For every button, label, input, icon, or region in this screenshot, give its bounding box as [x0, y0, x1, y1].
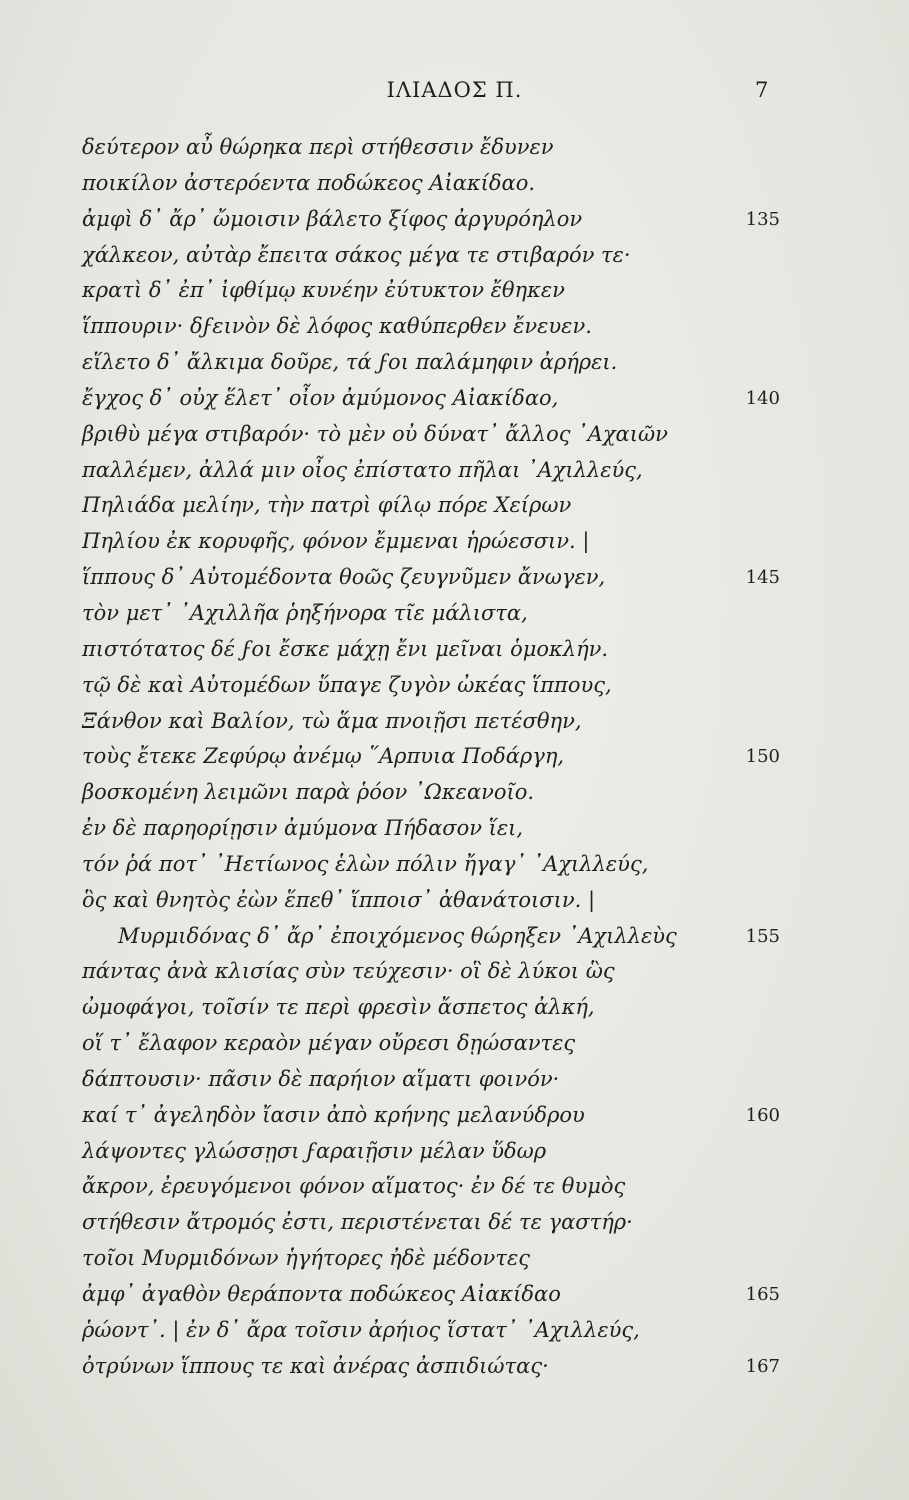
page-number: 7	[755, 78, 769, 102]
verse-text: ὀτρύνων ἵππους τε καὶ ἀνέρας ἀσπιδιώτας·	[82, 1353, 549, 1378]
verse-line	[0, 309, 909, 345]
verse-line	[0, 1205, 909, 1241]
verse-line	[0, 524, 909, 560]
verse-text: παλλέμεν, ἀλλά μιν οἶος ἐπίστατο πῆλαι ᾿Αχιλλεύς,	[82, 457, 643, 482]
verse-line	[0, 488, 909, 524]
verse-text: δάπτουσιν· πᾶσιν δὲ παρήιον αἵματι φοινόν·	[82, 1066, 560, 1091]
verse-text: ὠμοφάγοι, τοῖσίν τε περὶ φρεσὶν ἄσπετος ἀλκή,	[82, 995, 595, 1020]
verse-text: ἀμφὶ δ᾿ ἄρ᾿ ὤμοισιν βάλετο ξίφος ἀργυρόηλον	[82, 206, 583, 231]
verse-text: οἵ τ᾿ ἔλαφον κεραὸν μέγαν οὔρεσι δῃώσαντες	[82, 1031, 576, 1056]
line-number: 140	[745, 387, 780, 409]
running-header-title: ΙΛΙΑΔΟΣ Π.	[386, 78, 523, 102]
verse-line	[0, 883, 909, 919]
verse-text: ποικίλον ἀστερόεντα ποδώκεος Αἰακίδαο.	[82, 170, 536, 195]
verse-text: βριθὺ μέγα στιβαρόν· τὸ μὲν οὐ δύνατ᾿ ἄλλος ᾿Αχαιῶν	[82, 421, 668, 446]
verse-text: Μυρμιδόνας δ᾿ ἄρ᾿ ἐποιχόμενος θώρηξεν ᾿Αχιλλεὺς	[118, 923, 677, 948]
verse-text: ἐν δὲ παρηορίῃσιν ἀμύμονα Πήδασον ἵει,	[82, 816, 524, 841]
line-number: 145	[745, 567, 780, 589]
verse-line	[0, 596, 909, 632]
verse-line	[0, 847, 909, 883]
verse-lines	[0, 130, 909, 1385]
verse-line	[0, 202, 909, 238]
line-number: 135	[745, 208, 780, 230]
verse-text: πάντας ἀνὰ κλισίας σὺν τεύχεσιν· οἳ δὲ λύκοι ὣς	[82, 959, 615, 984]
verse-line	[0, 632, 909, 668]
line-number: 150	[745, 746, 780, 768]
line-number: 165	[745, 1284, 780, 1305]
verse-line	[0, 273, 909, 309]
verse-line	[0, 1134, 909, 1170]
verse-text: ἵππους δ᾿ Αὐτομέδοντα θοῶς ζευγνῦμεν ἄνωγεν,	[82, 565, 606, 590]
verse-text: Ξάνθον καὶ Βαλίον, τὼ ἅμα πνοιῇσι πετέσθην,	[82, 708, 582, 733]
verse-line	[0, 130, 909, 166]
verse-text: Πηλιάδα μελίην, τὴν πατρὶ φίλῳ πόρε Χείρων	[82, 493, 572, 518]
verse-text: ῥώοντ᾿. | ἐν δ᾿ ἄρα τοῖσιν ἀρήιος ἵστατ᾿ ᾿Αχιλλεύς,	[82, 1317, 640, 1342]
verse-text: δεύτερον αὖ θώρηκα περὶ στήθεσσιν ἔδυνεν	[82, 135, 554, 159]
verse-line	[0, 668, 909, 704]
verse-text: τόν ῥά ποτ᾿ ᾿Ηετίωνος ἑλὼν πόλιν ἤγαγ᾿ ᾿Αχιλλεύς,	[82, 851, 649, 876]
verse-text: ἀμφ᾿ ἀγαθὸν θεράποντα ποδώκεος Αἰακίδαο	[82, 1282, 561, 1306]
verse-text: βοσκομένη λειμῶνι παρὰ ῥόον ᾿Ωκεανοῖο.	[82, 780, 535, 805]
verse-text: τοῖοι Μυρμιδόνων ἡγήτορες ἠδὲ μέδοντες	[82, 1246, 530, 1271]
verse-line	[0, 919, 909, 955]
verse-line	[0, 990, 909, 1026]
verse-text: λάψοντες γλώσσῃσι ϝαραιῇσιν μέλαν ὕδωρ	[82, 1138, 547, 1163]
verse-text: ἄκρον, ἐρευγόμενοι φόνον αἵματος· ἐν δέ τε θυμὸς	[82, 1174, 626, 1199]
verse-line	[0, 1349, 909, 1385]
verse-text: κρατὶ δ᾿ ἐπ᾿ ἰφθίμῳ κυνέην ἐύτυκτον ἔθηκεν	[82, 278, 565, 303]
verse-line	[0, 775, 909, 811]
verse-line	[0, 704, 909, 740]
verse-text: ἔγχος δ᾿ οὐχ ἕλετ᾿ οἶον ἀμύμονος Αἰακίδαο,	[82, 385, 559, 410]
verse-text: στήθεσιν ἄτρομός ἐστι, περιστένεται δέ τε γαστήρ·	[82, 1210, 633, 1235]
verse-line	[0, 1062, 909, 1098]
verse-line	[0, 381, 909, 417]
verse-text: Πηλίου ἐκ κορυφῆς, φόνον ἔμμεναι ἡρώεσσιν. |	[82, 529, 590, 554]
verse-line	[0, 238, 909, 274]
verse-text: εἵλετο δ᾿ ἄλκιμα δοῦρε, τά ϝοι παλάμηφιν ἀρήρει.	[82, 350, 618, 375]
verse-line	[0, 739, 909, 775]
verse-text: ὃς καὶ θνητὸς ἐὼν ἕπεθ᾿ ἵπποισ᾿ ἀθανάτοισιν. |	[82, 887, 596, 912]
verse-line	[0, 166, 909, 202]
verse-line	[0, 1026, 909, 1062]
verse-line	[0, 811, 909, 847]
verse-line	[0, 417, 909, 453]
line-number: 167	[745, 1355, 780, 1377]
line-number: 160	[745, 1104, 780, 1126]
verse-text: πιστότατος δέ ϝοι ἔσκε μάχῃ ἔνι μεῖναι ὁμοκλήν.	[82, 636, 609, 661]
verse-line	[0, 345, 909, 381]
verse-line	[0, 1277, 909, 1313]
line-number: 155	[745, 925, 780, 947]
verse-text: ἵππουριν· δϝεινὸν δὲ λόφος καθύπερθεν ἔνευεν.	[82, 314, 592, 339]
verse-line	[0, 560, 909, 596]
verse-text: τῷ δὲ καὶ Αὐτομέδων ὕπαγε ζυγὸν ὠκέας ἵππους,	[82, 672, 612, 697]
verse-line	[0, 954, 909, 990]
verse-line	[0, 1241, 909, 1277]
verse-line	[0, 1313, 909, 1349]
verse-line	[0, 1098, 909, 1134]
verse-line	[0, 453, 909, 489]
verse-text: καί τ᾿ ἀγεληδὸν ἴασιν ἀπὸ κρήνης μελανύδρου	[82, 1102, 585, 1127]
verse-line	[0, 1169, 909, 1205]
verse-text: τοὺς ἔτεκε Ζεφύρῳ ἀνέμῳ ῞Αρπυια Ποδάργη,	[82, 744, 565, 769]
verse-text: τὸν μετ᾿ ᾿Αχιλλῆα ῥηξήνορα τῖε μάλιστα,	[82, 600, 528, 625]
verse-text: χάλκεον, αὐτὰρ ἔπειτα σάκος μέγα τε στιβαρόν τε·	[82, 242, 631, 267]
